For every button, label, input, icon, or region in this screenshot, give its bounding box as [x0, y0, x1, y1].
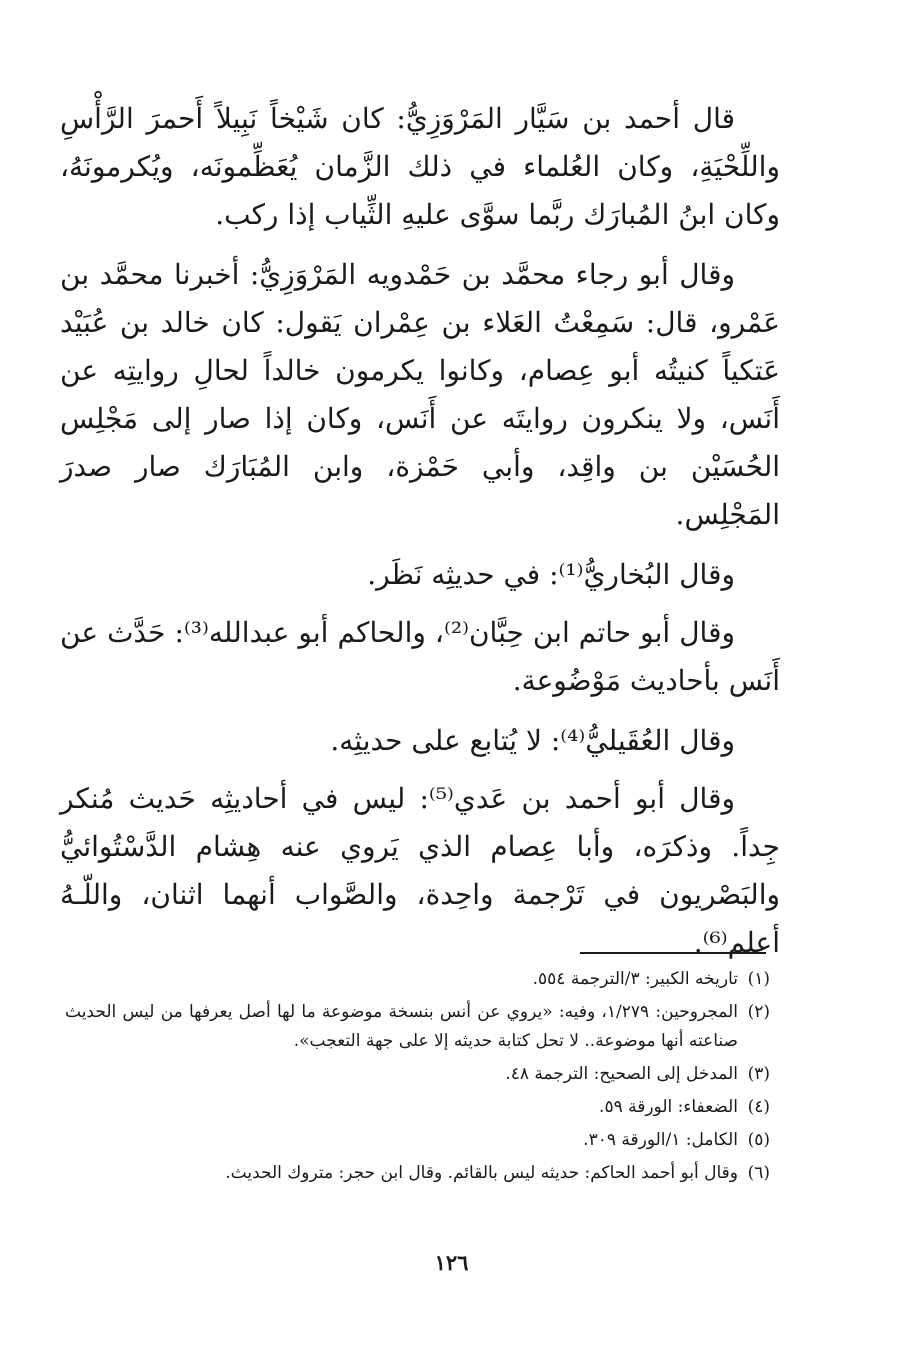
footnote-number: (١) — [747, 969, 770, 989]
footnote-number: (٥) — [747, 1130, 770, 1150]
paragraph-ibn-adi: وقال أبو أحمد بن عَدي⁽⁵⁾: ليس في أحاديثِه حَديث مُنكر جِداً. وذكرَه، وأبا عِصام الذي يَروي عنه هِشام الدَّسْتُوائيُّ والبَصْريون في تَرْجمة واحِدة، والصَّواب أنهما اثنان، واللّـهُ أعلم⁽⁶⁾. — [60, 782, 780, 959]
footnote-5 — [65, 1126, 770, 1155]
footnote-number: (٣) — [747, 1064, 770, 1084]
paragraph-abu-raja: وقال أبو رجاء محمَّد بن حَمْدويه المَرْوَزِيُّ: أخبرنا محمَّد بن عَمْرو، قال: سَمِعْتُ العَلاء بن عِمْران يَقول: كان خالد بن عُبَيْد عَتكياً كنيتُه أبو عِصام، وكانوا يكرمون خالداً لحالِ روايتِه عن أَنَس، ولا ينكرون روايتَه عن أَنَس، وكان إذا صار إلى مَجْلِس الحُسَيْن بن واقِد، وأبي حَمْزة، وابن المُبَارَك صار صدرَ المَجْلِس. — [60, 258, 780, 531]
footnote-6 — [65, 1159, 770, 1188]
paragraph-ahmad-bin-sayyar: قال أحمد بن سَيَّار المَرْوَزِيُّ: كان شَيْخاً نَبِيلاً أَحمرَ الرَّأْسِ واللِّحْيَةِ، وكان العُلماء في ذلك الزَّمان يُعَظِّمونَه، ويُكرمونَهُ، وكان ابنُ المُبارَك ربَّما سوَّى عليهِ الثِّياب إذا ركب. — [60, 102, 780, 231]
footnote-3 — [65, 1060, 770, 1089]
footnote-text: الكامل: ١/الورقة ٣٠٩. — [583, 1130, 738, 1150]
paragraph-bukhari: وقال البُخاريُّ⁽¹⁾: في حديثِه نَظَر. — [367, 558, 735, 591]
footnote-divider — [580, 952, 766, 954]
page-number: ١٢٦ — [434, 1250, 469, 1275]
footnote-text: وقال أبو أحمد الحاكم: حديثه ليس بالقائم. وقال ابن حجر: متروك الحديث. — [225, 1163, 738, 1183]
footnote-2 — [65, 998, 770, 1056]
footnote-number: (٢) — [747, 1002, 770, 1022]
footnotes — [65, 965, 770, 1192]
footnote-text: تاريخه الكبير: ٣/الترجمة ٥٥٤. — [532, 969, 738, 989]
footnote-text: الضعفاء: الورقة ٥٩. — [599, 1097, 738, 1117]
paragraph-ibn-hibban: وقال أبو حاتم ابن حِبَّان⁽²⁾، والحاكم أبو عبدالله⁽³⁾: حَدَّث عن أَنَس بأحاديث مَوْضُوعة. — [60, 616, 780, 697]
footnote-4 — [65, 1093, 770, 1122]
main-text — [60, 95, 780, 979]
footnote-text: المجروحين: ١/٢٧٩، وفيه: «يروي عن أنس بنسخة موضوعة ما لها أصل يعرفها من ليس الحديث صناعته أنها موضوعة.. لا تحل كتابة حديثه إلا على جهة التعجب». — [65, 1002, 738, 1051]
footnote-text: المدخل إلى الصحيح: الترجمة ٤٨. — [505, 1064, 738, 1084]
footnote-1 — [65, 965, 770, 994]
footnote-number: (٦) — [747, 1163, 770, 1183]
footnote-number: (٤) — [747, 1097, 770, 1117]
paragraph-uqayli: وقال العُقَيليُّ⁽⁴⁾: لا يُتابع على حديثِه. — [330, 724, 735, 757]
